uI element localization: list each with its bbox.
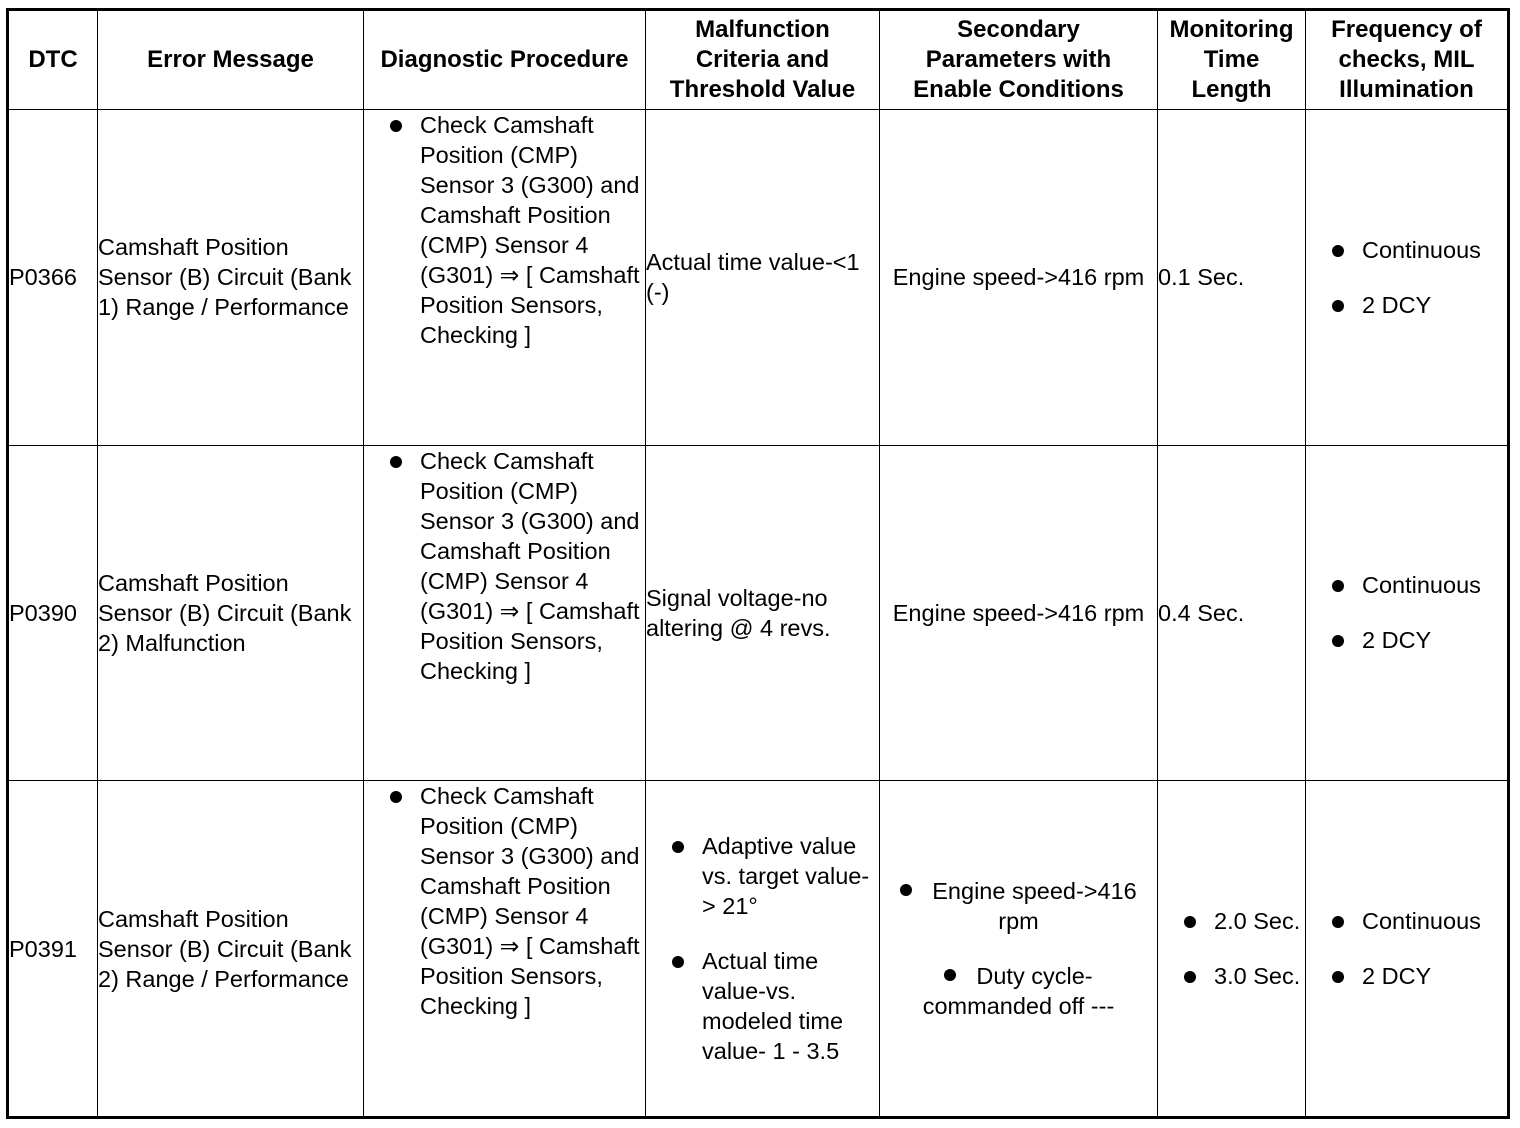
frequency-item: Continuous [1306,570,1507,600]
secondary-parameters: Engine speed->416 rpm [880,445,1158,781]
header-dtc: DTC [8,10,98,110]
dtc-table [6,8,1510,1119]
dtc-code: P0391 [8,781,98,1118]
procedure-item: Check Camshaft Position (CMP) Sensor 3 (G300) and Camshaft Position (CMP) Sensor 4 (G301) ⇒ [ Camshaft Position Sensors, Checking ] [364,781,645,1021]
error-message: Camshaft Position Sensor (B) Circuit (Bank 2) Range / Performance [98,781,364,1118]
diagnostic-procedure [364,781,646,1118]
monitoring-item: 3.0 Sec. [1158,961,1305,991]
procedure-item: Check Camshaft Position (CMP) Sensor 3 (G300) and Camshaft Position (CMP) Sensor 4 (G301) ⇒ [ Camshaft Position Sensors, Checking ] [364,446,645,686]
malfunction-criteria: Signal voltage-no altering @ 4 revs. [646,445,880,781]
secondary-item: Duty cycle-commanded off --- [922,963,1115,1020]
frequency-item: 2 DCY [1306,290,1507,320]
frequency-item: 2 DCY [1306,625,1507,655]
header-diagnostic-procedure: Diagnostic Procedure [364,10,646,110]
error-message: Camshaft Position Sensor (B) Circuit (Bank 1) Range / Performance [98,110,364,446]
secondary-parameters: Engine speed->416 rpm [880,110,1158,446]
monitoring-time: 0.4 Sec. [1158,445,1306,781]
dtc-code: P0390 [8,445,98,781]
frequency-checks [1306,781,1509,1118]
table-row [8,781,1509,1118]
header-frequency: Frequency of checks, MIL Illumination [1306,10,1509,110]
frequency-checks [1306,445,1509,781]
secondary-item: Engine speed->416 rpm [880,876,1157,936]
frequency-checks [1306,110,1509,446]
diagnostic-procedure [364,445,646,781]
monitoring-time [1158,781,1306,1118]
header-row [8,10,1509,110]
secondary-parameters [880,781,1158,1118]
dtc-code: P0366 [8,110,98,446]
malfunction-criteria [646,781,880,1118]
bullet-icon [900,884,912,896]
procedure-item: Check Camshaft Position (CMP) Sensor 3 (G300) and Camshaft Position (CMP) Sensor 4 (G301) ⇒ [ Camshaft Position Sensors, Checking ] [364,110,645,350]
header-malfunction-criteria: Malfunction Criteria and Threshold Value [646,10,880,110]
malfunction-criteria: Actual time value-<1 (-) [646,110,880,446]
monitoring-item: 2.0 Sec. [1158,906,1305,936]
frequency-item: 2 DCY [1306,961,1507,991]
bullet-icon [944,969,956,981]
frequency-item: Continuous [1306,906,1507,936]
header-monitoring-time: Monitoring Time Length [1158,10,1306,110]
error-message: Camshaft Position Sensor (B) Circuit (Bank 2) Malfunction [98,445,364,781]
frequency-item: Continuous [1306,235,1507,265]
header-secondary-parameters: Secondary Parameters with Enable Conditions [880,10,1158,110]
monitoring-time: 0.1 Sec. [1158,110,1306,446]
table-row [8,110,1509,446]
diagnostic-procedure [364,110,646,446]
table-row [8,445,1509,781]
criteria-item: Adaptive value vs. target value-> 21° [646,831,879,921]
header-error-message: Error Message [98,10,364,110]
criteria-item: Actual time value-vs. modeled time value- 1 - 3.5 [646,946,879,1066]
